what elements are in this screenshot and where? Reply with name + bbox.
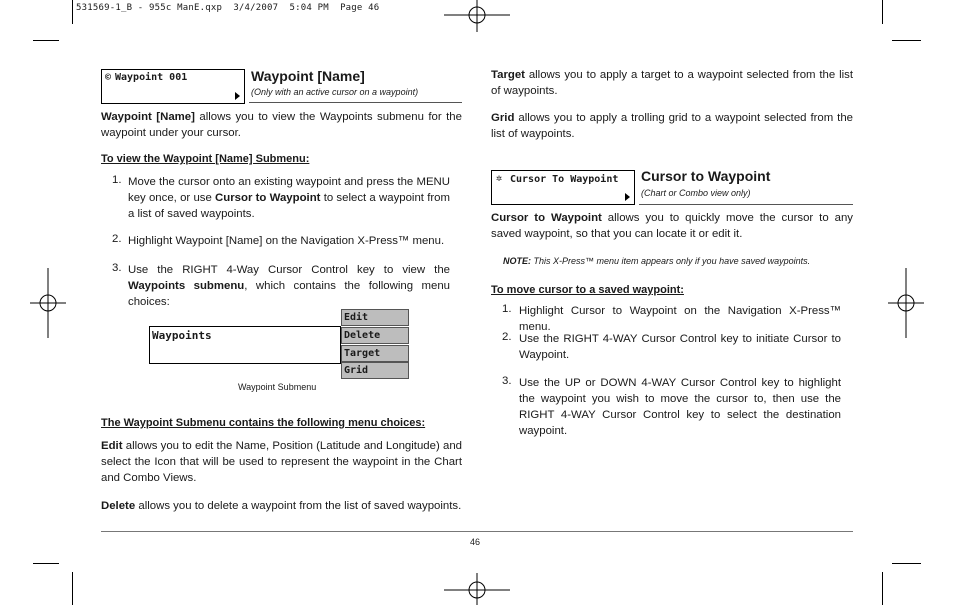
step-text — [128, 262, 450, 310]
note-paragraph — [503, 256, 810, 266]
step-text-c: to select a waypoint from a list of saved waypoints. — [128, 192, 450, 220]
footer-rule — [101, 531, 853, 532]
step-text — [128, 174, 450, 222]
waypoints-lcd-box — [149, 326, 341, 364]
submenu-label: Waypoints — [152, 329, 212, 342]
step-number: 2. — [112, 233, 122, 245]
crop-mark — [33, 563, 59, 564]
step-text-a: Use the RIGHT 4-Way Cursor Control key to view the — [128, 264, 450, 276]
step-text — [128, 233, 450, 249]
grid-bold: Grid — [491, 112, 515, 124]
arrow-right-icon — [235, 92, 240, 100]
intro-bold: Waypoint [Name] — [101, 111, 195, 123]
registration-mark-icon — [444, 573, 510, 605]
lcd-label: Waypoint 001 — [115, 72, 188, 83]
intro-paragraph — [491, 210, 853, 242]
step-text-bold: Cursor to Waypoint — [215, 192, 321, 204]
section-subnote: (Chart or Combo view only) — [641, 188, 751, 198]
submenu-choices-title: The Waypoint Submenu contains the following menu choices: — [101, 417, 426, 429]
edit-paragraph — [101, 438, 462, 486]
waypoint-icon: © — [105, 72, 112, 83]
step-number: 2. — [502, 331, 512, 343]
intro-text: allows you to view the Waypoints submenu for the waypoint under your cursor. — [101, 111, 462, 139]
intro-bold: Cursor to Waypoint — [491, 212, 602, 224]
page-number: 46 — [470, 537, 481, 547]
step-number: 1. — [112, 174, 122, 186]
grid-paragraph — [491, 110, 853, 142]
move-cursor-title: To move cursor to a saved waypoint: — [491, 284, 684, 296]
intro-paragraph — [101, 109, 462, 141]
crop-mark — [882, 0, 883, 24]
step-text-bold: Waypoints submenu — [128, 280, 245, 292]
step-text: Use the RIGHT 4-WAY Cursor Control key to initiate Cursor to Waypoint. — [519, 333, 841, 361]
delete-paragraph — [101, 498, 462, 514]
submenu-item-delete[interactable]: Delete — [341, 327, 409, 344]
step-text-a: Move the cursor onto an existing waypoint and press the MENU key once, or use — [128, 176, 450, 204]
crop-mark — [892, 40, 921, 41]
heading-rule — [639, 204, 853, 205]
crop-mark — [72, 0, 73, 24]
view-submenu-title: To view the Waypoint [Name] Submenu: — [101, 153, 310, 165]
cursor-icon: ✲ — [496, 173, 503, 184]
crop-mark — [72, 572, 73, 605]
section-heading: Waypoint [Name] — [251, 68, 365, 84]
step-text: Use the UP or DOWN 4-WAY Cursor Control key to highlight the waypoint you wish to move the cursor to, then use the RIGHT 4-WAY Cursor Control key to select the destination waypoint. — [519, 377, 841, 437]
note-label: NOTE: — [503, 256, 531, 266]
crop-mark — [33, 40, 59, 41]
submenu-item-target[interactable]: Target — [341, 345, 409, 362]
delete-bold: Delete — [101, 500, 136, 512]
registration-mark-icon — [444, 0, 510, 32]
step-number: 1. — [502, 303, 512, 315]
section-subnote: (Only with an active cursor on a waypoint) — [251, 87, 419, 97]
waypoint-lcd-box — [101, 69, 245, 104]
delete-text: allows you to delete a waypoint from the list of saved waypoints. — [135, 500, 462, 512]
figure-caption: Waypoint Submenu — [238, 382, 317, 392]
target-paragraph — [491, 67, 853, 99]
step-text: Highlight Cursor to Waypoint on the Navigation X-Press™ menu. — [519, 305, 841, 333]
step-text-c: , which contains the following menu choices: — [128, 280, 450, 308]
edit-bold: Edit — [101, 440, 123, 452]
heading-rule — [249, 102, 462, 103]
step-number: 3. — [502, 375, 512, 387]
cursor-to-waypoint-lcd-box — [491, 170, 635, 205]
registration-mark-icon — [30, 268, 66, 338]
lcd-label: Cursor To Waypoint — [510, 174, 619, 185]
step-number: 3. — [112, 262, 122, 274]
crop-mark — [892, 563, 921, 564]
target-bold: Target — [491, 69, 525, 81]
print-header: 531569-1_B - 955c ManE.qxp 3/4/2007 5:04 PM Page 46 — [76, 3, 380, 13]
section-heading: Cursor to Waypoint — [641, 168, 771, 184]
arrow-right-icon — [625, 193, 630, 201]
submenu-item-grid[interactable]: Grid — [341, 362, 409, 379]
submenu-item-edit[interactable]: Edit — [341, 309, 409, 326]
edit-text: allows you to edit the Name, Position (Latitude and Longitude) and select the Icon that will be used to represent the waypoint in the Chart and Combo Views. — [101, 440, 462, 484]
target-text: allows you to apply a target to a waypoint selected from the list of waypoints. — [491, 69, 853, 97]
note-text: This X-Press™ menu item appears only if you have saved waypoints. — [531, 256, 811, 266]
registration-mark-icon — [888, 268, 924, 338]
step-text-a: Highlight Waypoint [Name] on the Navigation X-Press™ menu. — [128, 235, 445, 247]
intro-text: allows you to quickly move the cursor to any saved waypoint, so that you can locate it or edit it. — [491, 212, 853, 240]
crop-mark — [882, 572, 883, 605]
grid-text: allows you to apply a trolling grid to a waypoint selected from the list of waypoints. — [491, 112, 853, 140]
